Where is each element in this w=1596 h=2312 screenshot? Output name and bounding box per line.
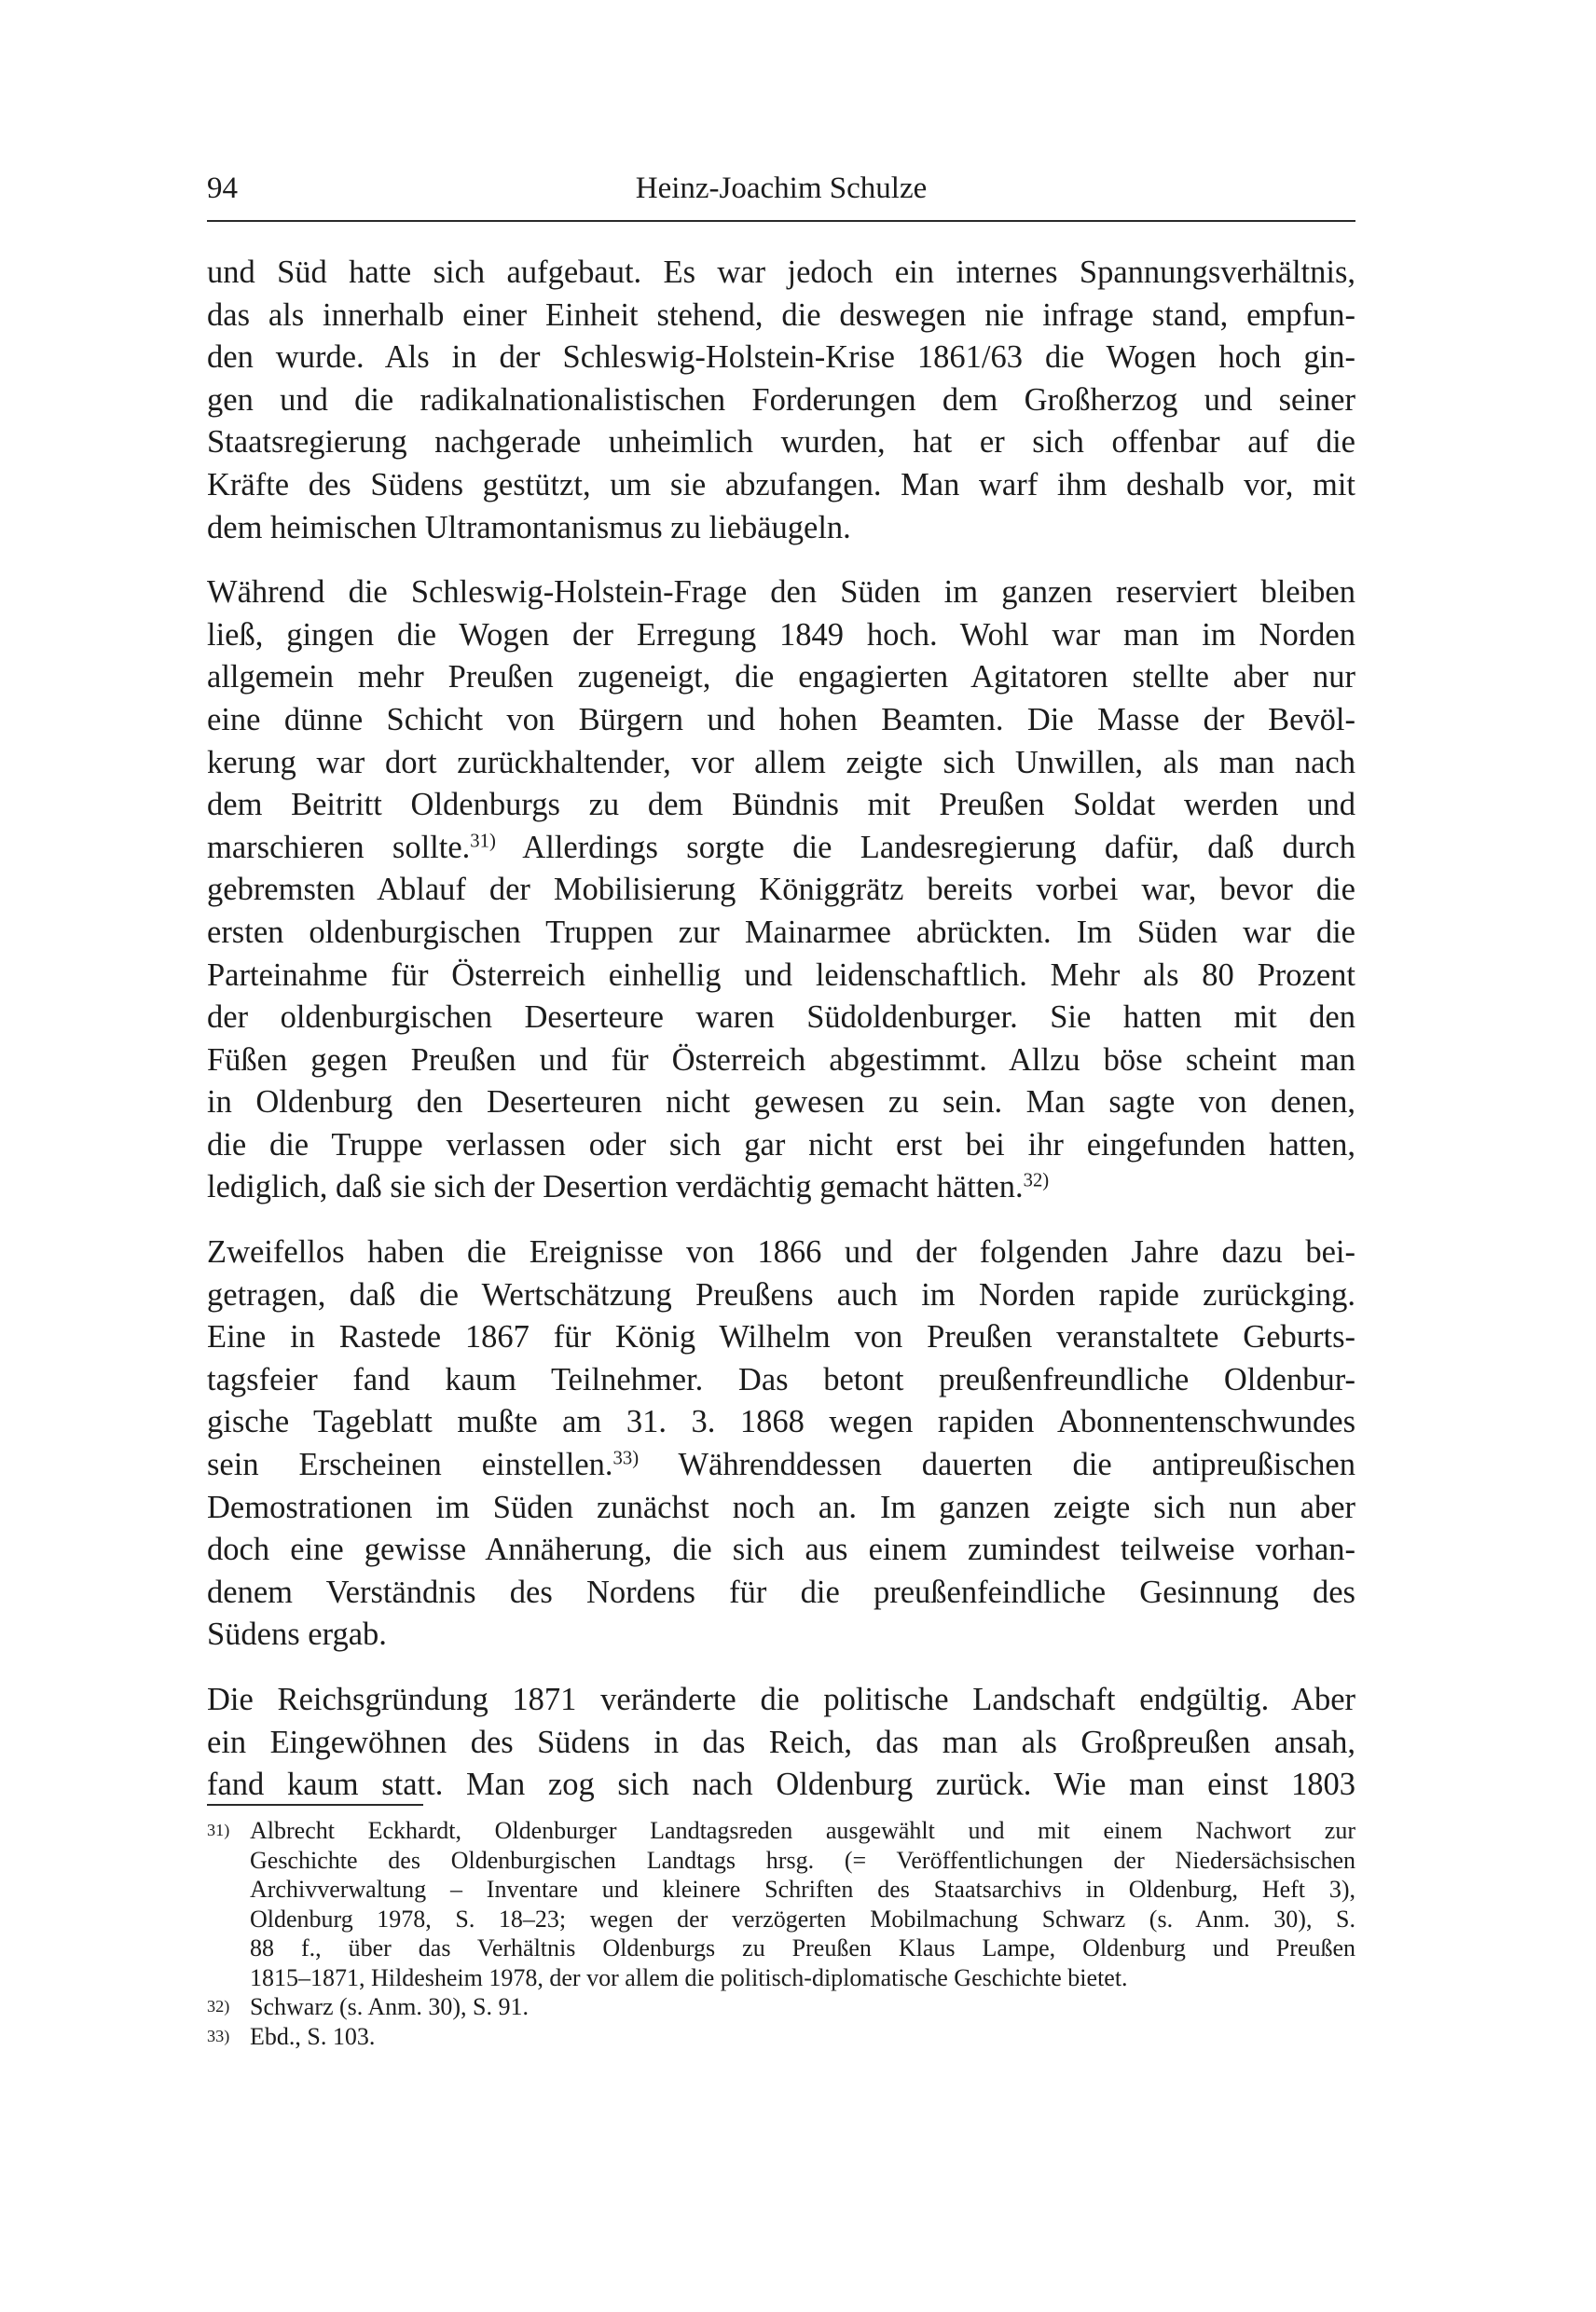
- text-line: dem Beitritt Oldenburgs zu dem Bündnis mit Preußen Soldat werden und: [207, 787, 1355, 823]
- page-number: 94: [207, 172, 238, 205]
- text-line: Füßen gegen Preußen und für Österreich abgestimmt. Allzu böse scheint man: [207, 1041, 1355, 1078]
- header-rule: [207, 220, 1355, 222]
- text-line: Südens ergab.: [207, 1617, 387, 1653]
- footnote-line: Oldenburg 1978, S. 18–23; wegen der verzögerten Mobilmachung Schwarz (s. Anm. 30), S.: [250, 1905, 1355, 1933]
- text-line: ersten oldenburgischen Truppen zur Mainarmee abrückten. Im Süden war die: [207, 914, 1355, 950]
- footnote-line: Geschichte des Oldenburgischen Landtags hrsg. (= Veröffentlichungen der Niedersächsischen: [250, 1846, 1355, 1874]
- footnote-31: [207, 1816, 1355, 1992]
- text-segment: Allerdings sorgte die Landesregierung dafür, daß durch: [495, 829, 1355, 865]
- text-line: kerung war dort zurückhaltender, vor allem zeigte sich Unwillen, als man nach: [207, 744, 1355, 780]
- text-line: doch eine gewisse Annäherung, die sich aus einem zumindest teilweise vorhan-: [207, 1532, 1355, 1568]
- text-line: fand kaum statt. Man zog sich nach Oldenburg zurück. Wie man einst 1803: [207, 1767, 1355, 1803]
- text-line: das als innerhalb einer Einheit stehend, die deswegen nie infrage stand, empfun-: [207, 296, 1355, 333]
- text-line: Staatsregierung nachgerade unheimlich wurden, hat er sich offenbar auf die: [207, 424, 1355, 461]
- text-line: Demostrationen im Süden zunächst noch an. Im ganzen zeigte sich nun aber: [207, 1489, 1355, 1525]
- text-segment: marschieren sollte.: [207, 829, 471, 865]
- footnote-32: [207, 1992, 1355, 2022]
- footnote-33: [207, 2022, 1355, 2052]
- paragraph: [207, 1679, 1355, 1807]
- footnotes: [207, 1816, 1355, 2051]
- text-line: allgemein mehr Preußen zugeneigt, die engagierten Agitatoren stellte aber nur: [207, 659, 1355, 695]
- text-line: [207, 1444, 1355, 1487]
- text-line: und Süd hatte sich aufgebaut. Es war jedoch ein internes Spannungsverhältnis,: [207, 255, 1355, 290]
- body-text: [207, 252, 1355, 1829]
- text-line: in Oldenburg den Deserteuren nicht gewesen zu sein. Man sagte von denen,: [207, 1084, 1355, 1121]
- text-line: gische Tageblatt mußte am 31. 3. 1868 wegen rapiden Abonnentenschwundes: [207, 1404, 1355, 1440]
- text-line: gen und die radikalnationalistischen Forderungen dem Großherzog und seiner: [207, 381, 1355, 418]
- text-line: [207, 827, 1355, 870]
- text-line: gebremsten Ablauf der Mobilisierung Königgrätz bereits vorbei war, bevor die: [207, 872, 1355, 908]
- paragraph: [207, 571, 1355, 1209]
- text-line: Während die Schleswig-Holstein-Frage den Süden im ganzen reserviert bleiben: [207, 574, 1355, 611]
- text-line: tagsfeier fand kaum Teilnehmer. Das betont preußenfreundliche Oldenbur-: [207, 1361, 1355, 1397]
- footnote-line: Schwarz (s. Anm. 30), S. 91.: [250, 1993, 529, 2020]
- footnote-ref-32[interactable]: 32): [1023, 1171, 1050, 1192]
- text-line: der oldenburgischen Deserteure waren Südoldenburger. Sie hatten mit den: [207, 999, 1355, 1036]
- text-line: [207, 1166, 1355, 1209]
- footnote-line: Albrecht Eckhardt, Oldenburger Landtagsreden ausgewählt und mit einem Nachwort zur: [250, 1817, 1355, 1844]
- footnote-line: 1815–1871, Hildesheim 1978, der vor allem die politisch-diplomatische Geschichte bietet.: [250, 1963, 1128, 1991]
- text-segment: Währenddessen dauerten die antipreußischen: [639, 1447, 1355, 1483]
- footnote-line: Ebd., S. 103.: [250, 2022, 376, 2050]
- text-line: ließ, gingen die Wogen der Erregung 1849 hoch. Wohl war man im Norden: [207, 616, 1355, 653]
- text-line: Parteinahme für Österreich einhellig und leidenschaftlich. Mehr als 80 Prozent: [207, 956, 1355, 993]
- footnote-number: 32): [207, 1997, 230, 2016]
- text-line: den wurde. Als in der Schleswig-Holstein-Krise 1861/63 die Wogen hoch gin-: [207, 339, 1355, 376]
- text-line: eine dünne Schicht von Bürgern und hohen Beamten. Die Masse der Bevöl-: [207, 701, 1355, 737]
- footnote-line: 88 f., über das Verhältnis Oldenburgs zu Preußen Klaus Lampe, Oldenburg und Preußen: [250, 1934, 1355, 1961]
- text-segment: lediglich, daß sie sich der Desertion verdächtig gemacht hätten.: [207, 1169, 1024, 1205]
- text-line: denem Verständnis des Nordens für die preußenfeindliche Gesinnung des: [207, 1574, 1355, 1610]
- running-head: [207, 168, 1355, 209]
- text-line: dem heimischen Ultramontanismus zu liebäugeln.: [207, 509, 851, 545]
- footnote-number: 31): [207, 1821, 230, 1839]
- footnote-line: Archivverwaltung – Inventare und kleinere Schriften des Staatsarchivs in Oldenburg, Heft 3),: [250, 1876, 1355, 1903]
- footnote-ref-33[interactable]: 33): [612, 1448, 640, 1469]
- running-head-author: Heinz-Joachim Schulze: [635, 172, 928, 205]
- text-line: die die Truppe verlassen oder sich gar nicht erst bei ihr eingefunden hatten,: [207, 1126, 1355, 1163]
- text-segment: sein Erscheinen einstellen.: [207, 1447, 613, 1483]
- text-line: Zweifellos haben die Ereignisse von 1866 und der folgenden Jahre dazu bei-: [207, 1234, 1355, 1271]
- footnote-ref-31[interactable]: 31): [470, 831, 496, 852]
- text-line: Die Reichsgründung 1871 veränderte die politische Landschaft endgültig. Aber: [207, 1682, 1355, 1717]
- footnote-rule: [207, 1804, 423, 1806]
- paragraph: [207, 252, 1355, 549]
- text-line: Eine in Rastede 1867 für König Wilhelm von Preußen veranstaltete Geburts-: [207, 1319, 1355, 1356]
- text-line: Kräfte des Südens gestützt, um sie abzufangen. Man warf ihm deshalb vor, mit: [207, 466, 1355, 502]
- text-line: getragen, daß die Wertschätzung Preußens auch im Norden rapide zurückging.: [207, 1276, 1355, 1313]
- paragraph: [207, 1232, 1355, 1657]
- footnote-number: 33): [207, 2026, 230, 2045]
- text-line: ein Eingewöhnen des Südens in das Reich, das man als Großpreußen ansah,: [207, 1724, 1355, 1760]
